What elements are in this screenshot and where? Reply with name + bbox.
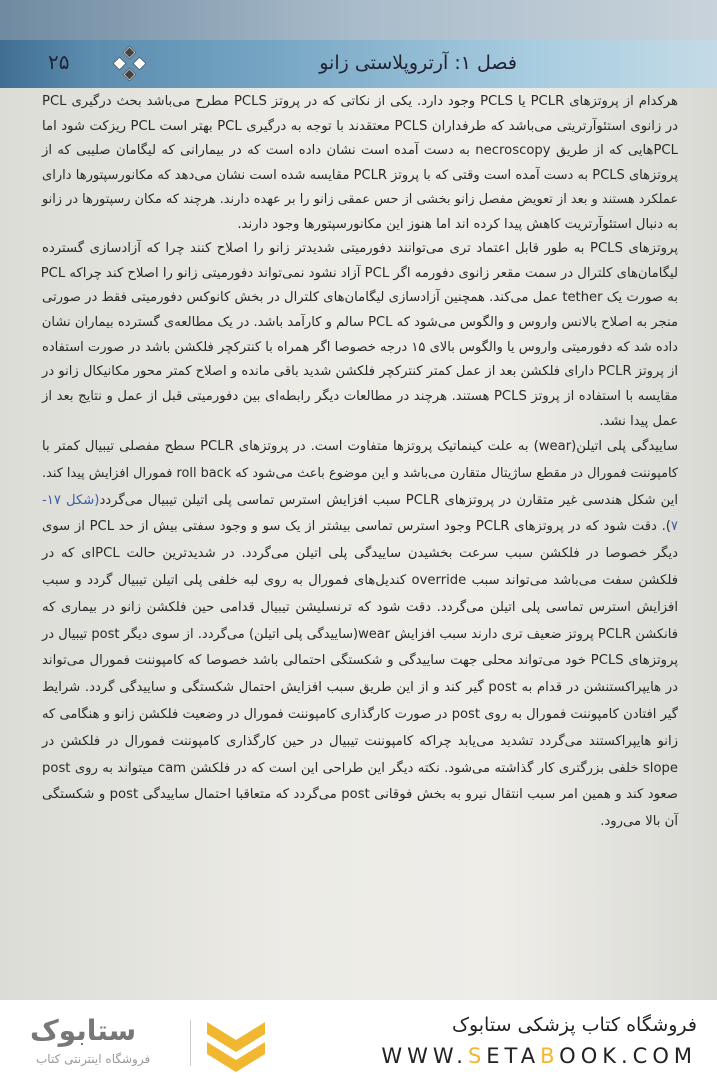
text-line: فلکشن سفت می‌باشد می‌تواند سبب override کندیل‌های فمورال به روی لبه خلفی پلی اتیلن تیبیال گردد و سبب [42, 572, 678, 588]
figure-reference-link[interactable]: (شکل ۱۷- [42, 492, 100, 508]
store-url[interactable] [381, 1044, 697, 1068]
setabook-chevron-logo-icon [205, 1018, 267, 1074]
text-line: هرکدام از پروتزهای PCLR یا PCLS وجود دارد. یکی از نکاتی که در پروتز PCLS مطرح می‌باشد بحث درگیری PCL [42, 94, 678, 109]
text-line: کامپوننت فمورال در مقطع ساژیتال متقارن می‌باشد و این موضوع باعث می‌شود که roll back فمورال افزایش پیدا کند. [42, 465, 678, 481]
text-line: عملکرد هستند و بعد از تعویض مفصل زانو بخشی از حس عمقی زانو را بر عهده دارند. هرچند که مکان رسپتورها در زانو [42, 192, 678, 208]
text-line: داده شد که دفورمیتی واروس یا والگوس بالای ۱۵ درجه خصوصا اگر همراه با کنترکچر فلکشن باشد در صورت استفاده [42, 339, 678, 355]
paragraph-3 [42, 434, 678, 836]
url-part: OOK.COM [559, 1044, 697, 1068]
logo-divider [190, 1020, 191, 1066]
text-line: به صورت یک tether عمل می‌کند. همچنین آزادسازی لیگامان‌های کلترال در بخش کانوکس دفورمیتی فقط در صورتی [42, 290, 678, 306]
text-line: پروتزهای PCLS به طور قابل اعتماد تری می‌توانند دفورمیتی شدیدتر زانو را اصلاح کنند چرا که آزادسازی گسترده [42, 241, 678, 256]
setabook-logo-text: ستابوک [30, 1014, 137, 1047]
text-line: منجر به اصلاح بالانس واروس و والگوس می‌شود که PCL سالم و کارآمد باشد. در یک مطالعه‌ی گسترده بیماران نشان [41, 315, 678, 331]
text-segment: ). دقت شود که در پروتزهای PCLR وجود استرس تماسی بیشتر از یک سو و وجود سفتی بیش از حد PCL از سوی [42, 519, 671, 535]
text-line [42, 488, 678, 515]
text-line: از پروتز PCLR دارای فلکشن بعد از عمل کمتر کنترکچر فلکشن شدید باقی مانده و اصلاح کمتر محور مکانیکال زانو در [42, 364, 678, 380]
store-footer [0, 1000, 717, 1080]
text-line: پروتزهای PCLS به دست آمده است وقتی که با پروتز PCLR مقایسه شده است نشان می‌دهد که مکانورسپتورها دارای [42, 167, 678, 183]
background-blur [0, 0, 717, 42]
text-line: دیگر خصوصا در فلکشن سبب سرعت بخشیدن ساییدگی پلی اتیلن می‌گردد. در شدیدترین حالت PCLای که در [42, 546, 678, 562]
text-line: زانو هایپراکستند می‌گردد تشدید می‌یابد چراکه کامپوننت تیبیال در حین کارگذاری کامپوننت فمورال در فلکشن در [42, 733, 678, 749]
url-part: ETA [486, 1044, 541, 1068]
paragraph-1 [42, 90, 678, 238]
figure-reference-link[interactable]: ۷ [670, 519, 679, 535]
text-line: فانکشن PCLR پروتز ضعیف تری دارند سبب افزایش wear(ساییدگی پلی اتیلن) می‌گردد. از سوی دیگر post تیبیال در [42, 626, 678, 642]
text-line: مقایسه با استفاده از پروتز PCLS هستند. هرچند در مطالعات دیگر رابطه‌ای بین دفورمیتی قبل از عمل و نتایج بعد از [42, 389, 678, 405]
text-line: افزایش استرس تماسی پلی اتیلن می‌گردد. دقت شود که ترنسلیشن تیبیال قدامی حین فلکشن زانو در بیماری که [42, 599, 678, 615]
url-part: WWW. [381, 1044, 468, 1068]
url-part: B [540, 1044, 560, 1068]
store-name: فروشگاه کتاب پزشکی ستابوک [451, 1014, 697, 1036]
url-part: S [467, 1044, 487, 1068]
text-line: عمل پیدا نشد. [599, 413, 678, 429]
text-line: لیگامان‌های کلترال در سمت مقعر زانوی دفورمه اگر PCL آزاد نشود نمی‌تواند دفورمیتی زانو را اصلاح کند چراکه PCL [40, 265, 678, 281]
text-line [42, 514, 678, 541]
text-line: PCLهایی که از طریق necroscopy به دست آمده است نشان داده است که در بیمارانی که لیگامان صلیبی که از [42, 143, 678, 159]
diamond-ornament-icon [112, 46, 148, 82]
text-line: در زانوی استئوآرتریتی می‌باشد که طرفداران PCLS معتقدند با توجه به درگیری PCL بهتر است PCL ریزکت شود اما [42, 118, 678, 134]
text-line: slope خلفی بزرگتری کار گذاشته می‌شود. نکته دیگر این طراحی این است که در فلکشن cam میتواند به روی post [42, 760, 678, 776]
text-line: آن بالا می‌رود. [600, 814, 678, 830]
text-line: به دنبال استئوآرتریت کاهش پیدا کرده اند اما هنوز این مکانورسپتورها وجود دارند. [237, 216, 678, 232]
text-segment: این شکل هندسی غیر متقارن در پروتزهای PCLR سبب افزایش استرس تماسی پلی اتیلن تیبیال می‌گردد [99, 492, 678, 508]
setabook-logo-subtitle: فروشگاه اینترنتی کتاب [36, 1052, 151, 1066]
text-line: صعود کند و همین امر سبب انتقال نیرو به بخش فوقانی post می‌گردد که متعاقبا احتمال ساییدگی post و شکستگی [42, 787, 678, 803]
paragraph-2 [42, 237, 678, 435]
page-number: ۲۵ [48, 50, 70, 74]
text-line: گیر افتادن کامپوننت فمورال به روی post در صورت کارگذاری کامپوننت فمورال در وضعیت فلکشن زانو و هنگامی که [42, 706, 678, 722]
text-line: در هایپراکستنشن در قدام به post گیر کند و از این طریق سبب افزایش احتمال شکستگی و ساییدگی گردد. شرایط [42, 680, 678, 696]
text-line: ساییدگی پلی اتیلن(wear) به علت کینماتیک پروتزها متفاوت است. در پروتزهای PCLR سطح مفصلی تیبیال کمتر با [42, 439, 678, 454]
text-line: پروتزهای PCLS خود می‌تواند محلی جهت ساییدگی و شکستگی احتمالی باشد خصوصا که کامپوننت فمورال می‌تواند [42, 653, 678, 669]
chapter-title: فصل ۱: آرتروپلاستی زانو [319, 52, 517, 74]
